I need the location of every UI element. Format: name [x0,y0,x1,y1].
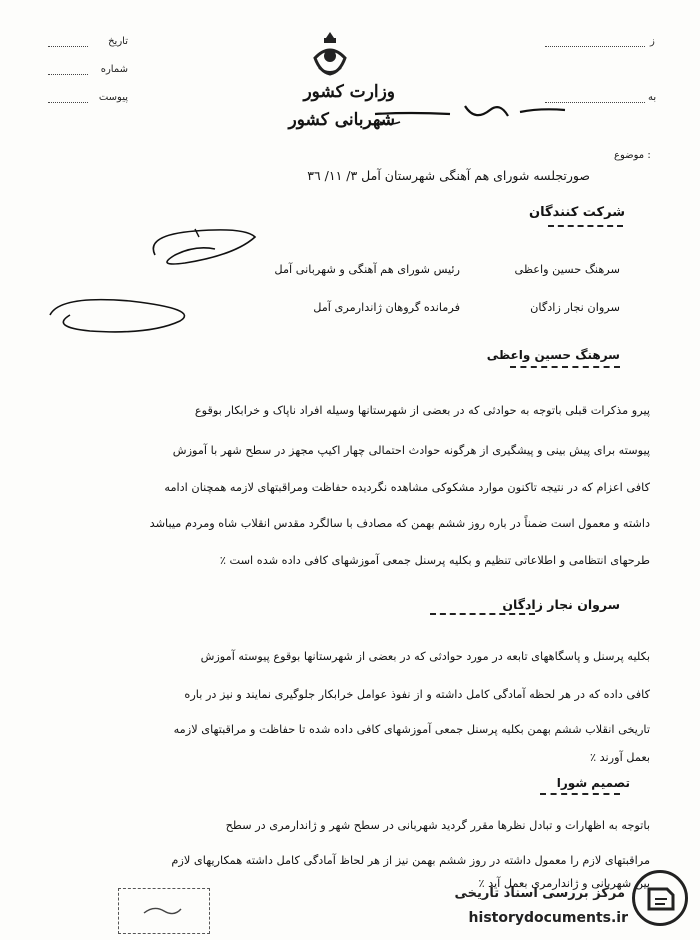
ministry-title: وزارت کشور [303,82,395,102]
watermark-line-1: مرکز بررسی اسناد تاریخی [454,886,625,901]
section2-line-2: کافی داده که در هر لحظه آمادگی کامل داشته و از نفوذ عوامل خرابکار جلوگیری نمایند و نیز در باره [184,688,650,701]
document-title: صورتجلسه شورای هم آهنگی شهرستان آمل ٣/ ١١/ ٣٦ [307,168,590,183]
date-label: تاریخ [108,36,128,47]
decision-line-1: باتوجه به اظهارات و تبادل نظرها مقرر گردید شهربانی در سطح شهر و ژاندارمری در سطح [225,819,650,832]
section1-line-4: داشته و معمول است ضمناً در باره روز ششم بهمن که مصادف با سالگرد مقدس انقلاب شاه ومردم میباشد [149,517,650,530]
attachment-label: پیوست [98,92,128,103]
decision-line-3: بین شهربانی و ژاندارمری بعمل آید ٪ [478,877,650,890]
section1-line-1: پیرو مذکرات قبلی باتوجه به حوادثی که در بعضی از شهرستانها وسیله افراد ناپاک و خرابکار بوقوع [194,404,650,417]
section2-heading: سروان نجار زادگان [502,597,620,612]
section1-line-2: پیوسته برای پیش بینی و پیشگیری از هرگونه حوادث احتمالی چهار اکیپ مجهز در سطح شهر با آموزش [172,444,650,457]
stamp-box [118,888,210,934]
watermark-document-icon [635,873,685,923]
participants-heading: شرکت کنندگان [529,205,625,220]
participant-name-2: سروان نجار زادگان [530,301,620,314]
participants-heading-underline [548,225,623,227]
signature-top-icon [135,215,265,295]
section2-line-4: بعمل آورند ٪ [589,751,650,764]
recipient-label: به [648,92,657,103]
department-title: شهربانی کشور [288,110,395,130]
date-dotted-line [48,46,88,47]
section1-line-5: طرحهای انتظامی و اطلاعاتی تنظیم و بکلیه پرسنل جمعی آموزشهای کافی داده شده است ٪ [219,554,650,567]
decision-line-2: مراقبتهای لازم را معمول داشته در روز ششم بهمن نیز از هر لحاظ آمادگی کامل داشته همکاریهای لازم [171,854,650,867]
participant-role-2: فرمانده گروهان ژاندارمری آمل [313,301,460,314]
participant-role-1: رئیس شورای هم آهنگی و شهربانی آمل [274,263,460,276]
section2-line-3: تاریخی انقلاب ششم بهمن بکلیه پرسنل جمعی آموزشهای کافی داده شده تا حفاظت و مراقبتهای لازمه [173,723,650,736]
section2-heading-underline [430,613,535,615]
section1-line-3: کافی اعزام که در نتیجه تاکنون موارد مشکوکی مشاهده نگردیده حفاظت ومراقبتهای لازمه همچنان ادامه [164,481,650,494]
attachment-dotted-line [48,102,88,103]
signature-bottom-icon [30,285,210,345]
stamp-scribble-icon [119,889,209,933]
lion-and-sun-emblem-icon [305,28,355,78]
watermark-line-2: historydocuments.ir [468,910,628,926]
section1-heading: سرهنگ حسین واعظی [486,348,620,362]
participant-name-1: سرهنگ حسین واعظی [514,263,620,276]
number-label: شماره [100,64,128,75]
section2-line-1: بکلیه پرسنل و پاسگاههای تابعه در مورد حوادثی که در بعضی از شهرستانها بوقوع پیوسته آموزش [200,650,650,663]
watermark-logo-icon [632,870,688,926]
decision-heading-underline [540,793,620,795]
decision-heading: تصمیم شورا [556,776,630,790]
handwritten-scribble-icon [370,92,570,132]
number-dotted-line [48,74,88,75]
subject-label: موضوع : [614,150,651,161]
section1-heading-underline [510,366,620,368]
to-dotted-line [545,46,645,47]
to-label: ز [650,36,655,47]
